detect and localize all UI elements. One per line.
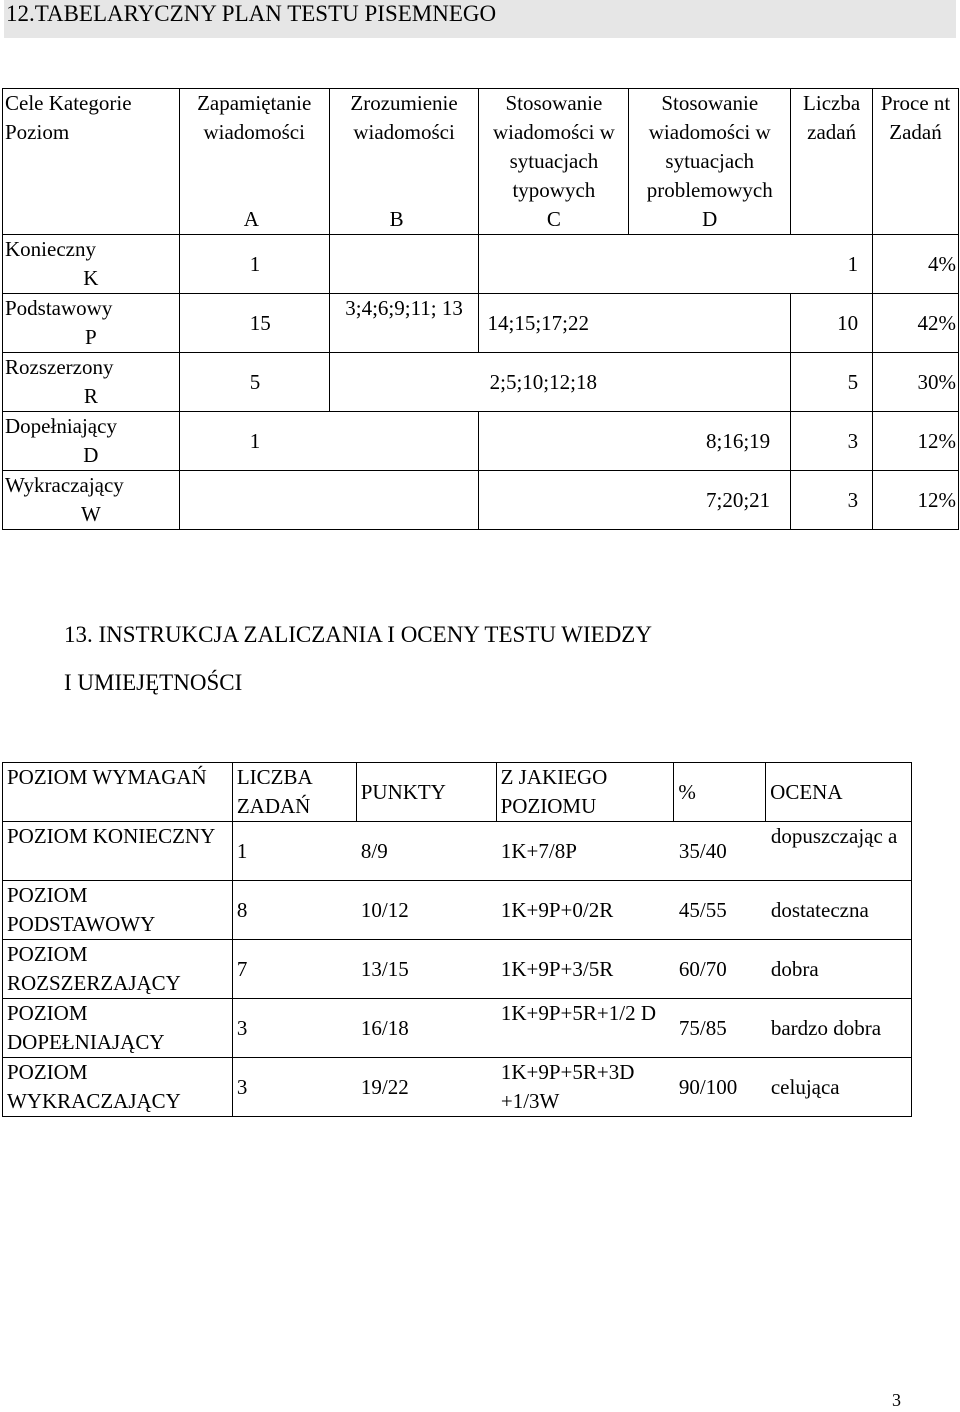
grading-grade: dopuszczając a xyxy=(770,824,898,848)
plan-cell-percent: 4% xyxy=(873,235,959,294)
grading-values xyxy=(232,881,911,940)
grading-header-percent: % xyxy=(674,763,766,822)
plan-cell-b xyxy=(329,235,479,294)
grading-header-count: LICZBA ZADAŃ xyxy=(232,763,356,822)
grading-points: 19/22 xyxy=(360,1074,409,1099)
plan-row xyxy=(3,235,959,294)
grading-points: 13/15 xyxy=(360,956,409,981)
grading-from: 1K+9P+0/2R xyxy=(500,897,614,922)
grading-from: 1K+9P+5R+1/2 D xyxy=(500,1001,656,1025)
plan-cell-a: 1 xyxy=(179,412,479,471)
grading-count: 1 xyxy=(236,838,248,863)
plan-header-count: Liczba zadań xyxy=(791,89,873,235)
plan-cell-count: 5 xyxy=(791,353,873,412)
plan-row xyxy=(3,471,959,530)
section-13-heading-line2: I UMIEJĘTNOŚCI xyxy=(64,670,243,695)
grading-level: POZIOM DOPEŁNIAJĄCY xyxy=(3,999,233,1058)
plan-level-cell: Dopełniający D xyxy=(3,412,180,471)
plan-cell-a xyxy=(179,471,479,530)
grading-row xyxy=(3,999,912,1058)
grading-grade: dobra xyxy=(770,956,819,981)
grading-from: 1K+7/8P xyxy=(500,838,577,863)
grading-header-grade: OCENA xyxy=(766,763,912,822)
plan-level-cell: Konieczny K xyxy=(3,235,180,294)
test-plan-table xyxy=(2,88,959,530)
grading-percent: 45/55 xyxy=(678,897,727,922)
grading-grade: celująca xyxy=(770,1074,840,1099)
grading-row xyxy=(3,822,912,881)
grading-table xyxy=(2,762,912,1117)
plan-header-apply-typical: Stosowanie wiadomości w sytuacjach typowych C xyxy=(479,89,629,235)
grading-header-row xyxy=(3,763,912,822)
plan-cell-d: 7;20;21 xyxy=(479,471,791,530)
grading-values xyxy=(232,999,911,1058)
grading-count: 7 xyxy=(236,956,248,981)
grading-from: 1K+9P+5R+3D +1/3W xyxy=(500,1060,635,1113)
plan-header-percent: Proce nt Zadań xyxy=(873,89,959,235)
grading-points: 8/9 xyxy=(360,838,388,863)
grading-level: POZIOM PODSTAWOWY xyxy=(3,881,233,940)
grading-count: 3 xyxy=(236,1015,248,1040)
plan-header-remember: Zapamiętanie wiadomości A xyxy=(179,89,329,235)
grading-count: 8 xyxy=(236,897,248,922)
plan-row xyxy=(3,412,959,471)
page-number: 3 xyxy=(892,1390,901,1410)
plan-row xyxy=(3,353,959,412)
grading-header-points: PUNKTY xyxy=(356,763,496,822)
grading-values xyxy=(232,1058,911,1117)
plan-header-apply-problem: Stosowanie wiadomości w sytuacjach problemowych D xyxy=(629,89,791,235)
plan-cell-c: 14;15;17;22 xyxy=(479,294,791,353)
plan-cell-count: 3 xyxy=(791,471,873,530)
grading-grade: bardzo dobra xyxy=(770,1015,882,1040)
grading-row xyxy=(3,940,912,999)
plan-header-row xyxy=(3,89,959,235)
plan-header-level: Cele Kategorie Poziom xyxy=(3,89,180,235)
grading-percent: 60/70 xyxy=(678,956,727,981)
grading-level: POZIOM KONIECZNY xyxy=(3,822,233,881)
grading-values xyxy=(232,822,911,881)
grading-from: 1K+9P+3/5R xyxy=(500,956,614,981)
plan-cell-count: 3 xyxy=(791,412,873,471)
section-13-heading: 13. INSTRUKCJA ZALICZANIA I OCENY TESTU WIEDZY xyxy=(64,622,652,647)
grading-percent: 75/85 xyxy=(678,1015,727,1040)
plan-cell-percent: 42% xyxy=(873,294,959,353)
grading-percent: 90/100 xyxy=(678,1074,738,1099)
grading-points: 10/12 xyxy=(360,897,409,922)
plan-cell-count: 1 xyxy=(479,235,873,294)
plan-cell-percent: 12% xyxy=(873,412,959,471)
plan-header-understand: Zrozumienie wiadomości B xyxy=(329,89,479,235)
section-12-heading: 12.TABELARYCZNY PLAN TESTU PISEMNEGO xyxy=(4,0,956,38)
grading-row xyxy=(3,881,912,940)
grading-count: 3 xyxy=(236,1074,248,1099)
plan-level-cell: Podstawowy P xyxy=(3,294,180,353)
plan-cell-a: 5 xyxy=(179,353,329,412)
grading-header-from: Z JAKIEGO POZIOMU xyxy=(496,763,674,822)
plan-cell-c: 2;5;10;12;18 xyxy=(329,353,791,412)
plan-cell-percent: 12% xyxy=(873,471,959,530)
plan-level-cell: Wykraczający W xyxy=(3,471,180,530)
plan-cell-b: 3;4;6;9;11; 13 xyxy=(329,294,479,353)
grading-row xyxy=(3,1058,912,1117)
grading-percent: 35/40 xyxy=(678,838,727,863)
grading-level: POZIOM WYKRACZAJĄCY xyxy=(3,1058,233,1117)
plan-cell-percent: 30% xyxy=(873,353,959,412)
grading-level: POZIOM ROZSZERZAJĄCY xyxy=(3,940,233,999)
plan-cell-a: 1 xyxy=(179,235,329,294)
plan-row xyxy=(3,294,959,353)
plan-cell-d: 8;16;19 xyxy=(479,412,791,471)
grading-values xyxy=(232,940,911,999)
grading-grade: dostateczna xyxy=(770,897,869,922)
grading-header-level: POZIOM WYMAGAŃ xyxy=(3,763,233,822)
plan-level-cell: Rozszerzony R xyxy=(3,353,180,412)
grading-points: 16/18 xyxy=(360,1015,409,1040)
plan-cell-a: 15 xyxy=(179,294,329,353)
plan-cell-count: 10 xyxy=(791,294,873,353)
